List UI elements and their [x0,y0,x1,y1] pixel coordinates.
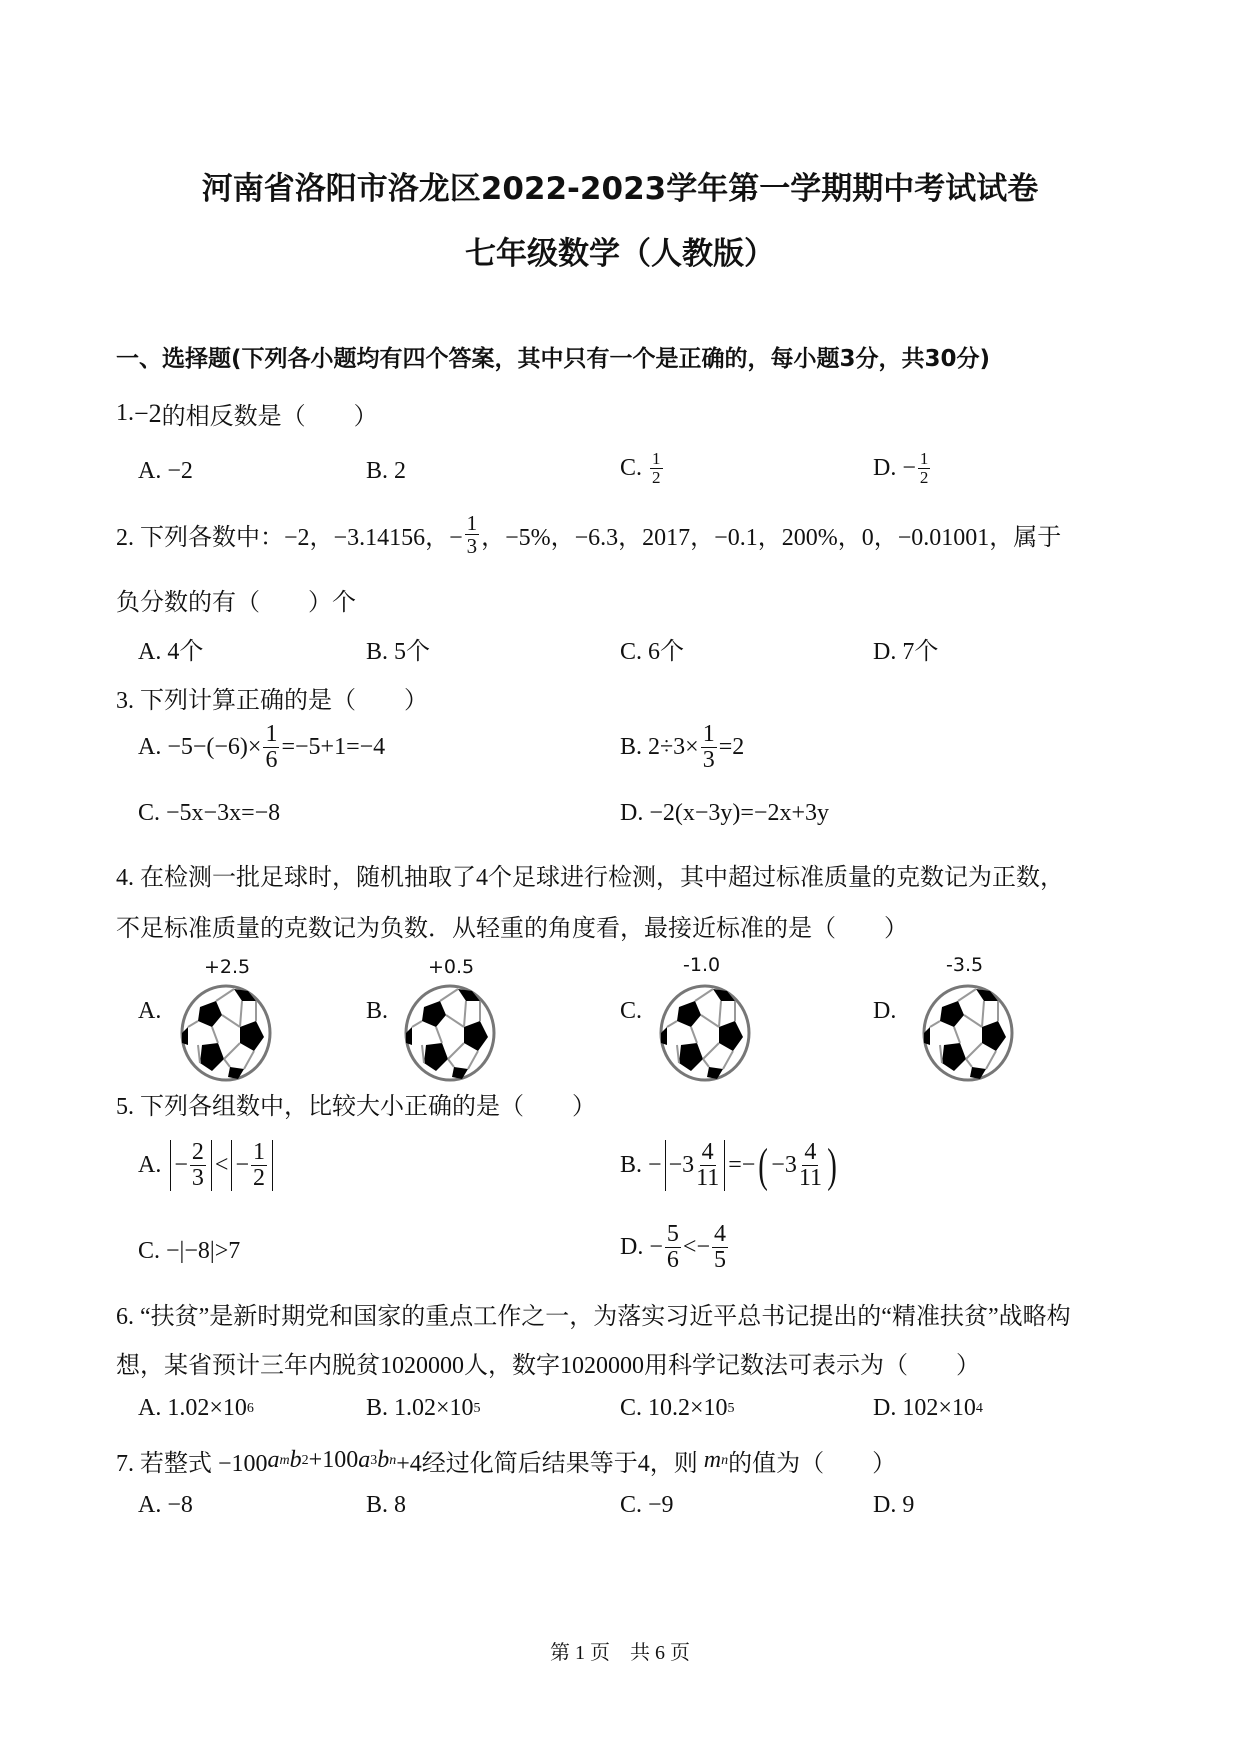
fraction: $\frac{4}{11}$ [798,1139,822,1192]
fraction: $\frac{4}{11}$ [696,1139,720,1192]
expr: B. 2÷3× [620,734,699,761]
option-a [138,722,385,773]
fraction: $\frac{1}{3}$ [702,721,715,774]
option-d: D. 7个 [873,639,939,665]
option-b: B. 1.02×10 5 [366,1395,481,1421]
fraction: $\frac{1}{2}$ [919,449,929,487]
mass-deviation-label: +2.5 [204,956,251,978]
expr: =2 [718,734,745,761]
option-label: D. − [873,454,916,481]
operator: < [682,1234,697,1261]
fraction: $\frac{5}{6}$ [666,1221,679,1274]
q-stem: +4经过化简后结果等于4，则 [396,1451,698,1477]
soccer-ball-icon [920,983,1016,1083]
q-math: −2 [134,398,162,428]
question-4-line2: 不足标准质量的克数记为负数．从轻重的角度看，最接近标准的是（ ） [116,916,908,942]
soccer-ball-icon [178,983,274,1083]
soccer-ball-icon [402,983,498,1083]
option-c: C. 6个 [620,639,685,665]
option-label: B. [366,998,389,1024]
option-c [620,450,665,487]
q-stem: ，−5%，−6.3，2017，−0.1，200%，0，−0.01001，属于 [481,525,1062,552]
option-b: B. 8 [366,1492,407,1518]
option-a [138,1140,276,1191]
question-2 [116,512,1061,557]
option-label: C. [620,998,643,1024]
fraction: $\frac{1}{6}$ [265,721,278,774]
q-stem: 的值为（ ） [728,1451,897,1477]
option-b: B. 2 [366,458,407,484]
option-a: A. 1.02×10 6 [138,1395,254,1421]
option-c: C. 10.2×10 5 [620,1395,735,1421]
fraction: $\frac{2}{3}$ [191,1139,204,1192]
option-b: B. 5个 [366,639,431,665]
option-label: D. [620,1234,644,1261]
operator: < [214,1152,229,1179]
option-d: D. −2(x−3y)=−2x+3y [620,800,829,826]
question-3: 3. 下列计算正确的是（ ） [116,688,428,714]
expr: A. −5−(−6)× [138,734,262,761]
mass-deviation-label: +0.5 [428,956,475,978]
option-d: D. − $\frac{5}{6}$ < − $\frac{4}{5}$ [620,1221,726,1274]
option-c: C. −|−8|>7 [138,1238,241,1264]
question-6-line2: 想，某省预计三年内脱贫1020000人，数字1020000用科学记数法可表示为（ ） [116,1353,980,1379]
option-a: A. 4个 [138,639,204,665]
option-d: D. 9 [873,1492,915,1518]
fraction: $\frac{1}{2}$ [652,449,661,487]
question-5: 5. 下列各组数中，比较大小正确的是（ ） [116,1094,596,1120]
option-label: D. [873,998,897,1024]
option-d [873,450,932,487]
exam-title: 河南省洛阳市洛龙区2022-2023学年第一学期期中考试试卷 [201,171,1039,207]
option-label: A. [138,998,162,1024]
question-6: 6. “扶贫”是新时期党和国家的重点工作之一，为落实习近平总书记提出的“精准扶贫”战略构 [116,1304,1071,1330]
option-c: C. −5x−3x=−8 [138,800,281,826]
option-label: C. [620,454,643,481]
absolute-value: − $\frac{2}{3}$ [170,1140,212,1191]
q-number: 1. [116,400,134,426]
option-a: A. −8 [138,1492,193,1518]
question-7: 7. 若整式 −100 a m b 2 +100 a 3 b n +4经过化简后结果等于4，则 m n 的值为（ ） [116,1443,896,1478]
option-b [620,722,744,773]
exam-subtitle: 七年级数学（人教版） [465,236,775,272]
page-footer: 第 1 页 共 6 页 [550,1642,690,1664]
expr: =−5+1=−4 [281,734,386,761]
fraction: $\frac{1}{3}$ [466,511,478,559]
option-c: C. −9 [620,1492,674,1518]
option-label: A. [138,1152,162,1179]
question-4: 4. 在检测一批足球时，随机抽取了4个足球进行检测，其中超过标准质量的克数记为正数， [116,865,1064,891]
absolute-value: −3 $\frac{4}{11}$ [665,1140,726,1191]
option-a: A. −2 [138,458,193,484]
option-label: B. [620,1152,643,1179]
operator: =− [728,1152,756,1179]
q-stem: 7. 若整式 −100 [116,1451,268,1477]
mass-deviation-label: -3.5 [946,954,984,976]
fraction: $\frac{4}{5}$ [713,1221,726,1274]
fraction: $\frac{1}{2}$ [252,1139,265,1192]
soccer-ball-icon [657,983,753,1083]
option-d: D. 102×10 4 [873,1395,983,1421]
q-stem: 的相反数是（ ） [161,404,378,430]
question-1 [116,396,378,431]
mass-deviation-label: -1.0 [683,954,721,976]
question-2-line2: 负分数的有（ ）个 [116,590,356,616]
option-b: B. − −3 $\frac{4}{11}$ =− ( −3 $\frac{4}{11}$ ) [620,1138,837,1192]
section-heading: 一、选择题(下列各小题均有四个答案，其中只有一个是正确的，每小题3分，共30分) [116,346,991,372]
absolute-value: − $\frac{1}{2}$ [231,1140,273,1191]
q-stem: 2. 下列各数中：−2，−3.14156，− [116,525,463,552]
